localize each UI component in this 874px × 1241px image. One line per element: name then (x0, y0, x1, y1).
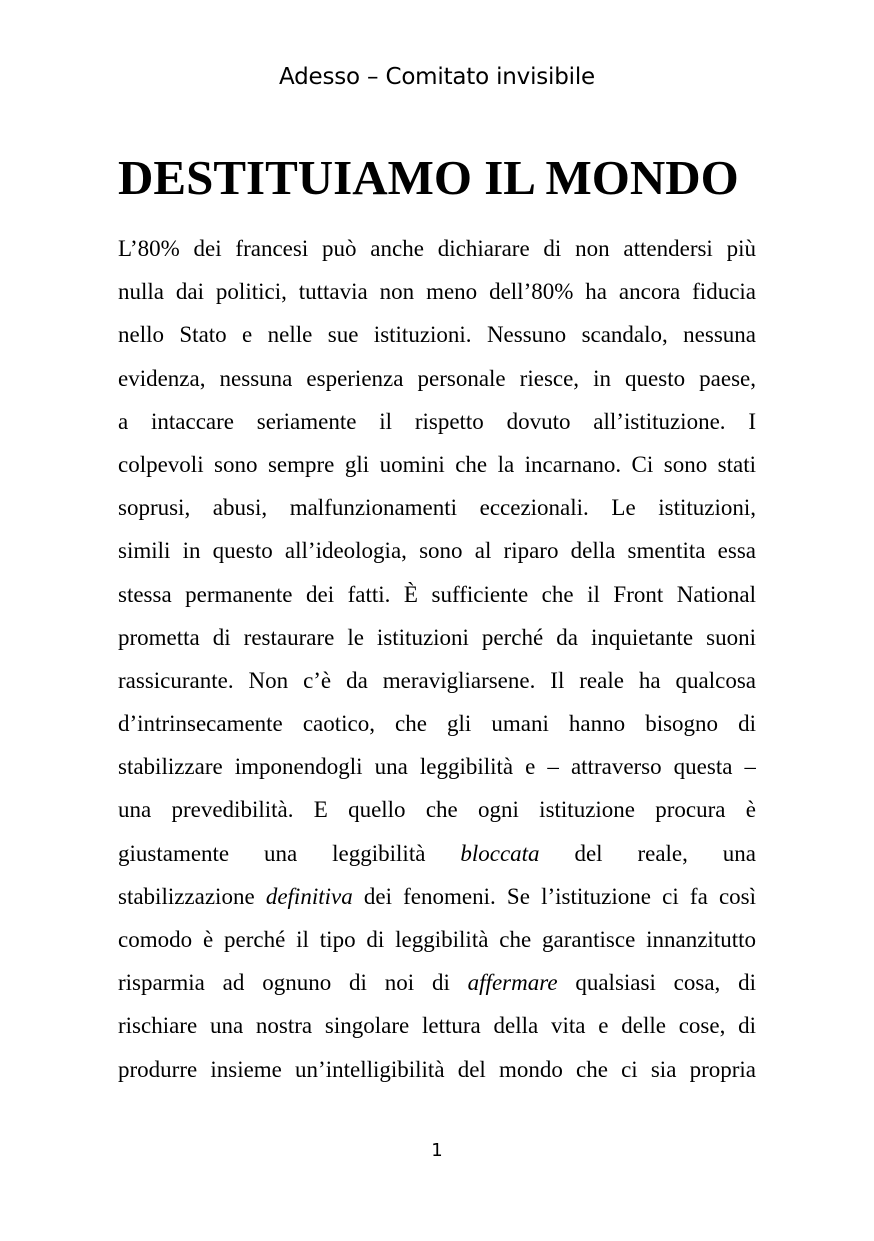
italic-emphasis: bloccata (460, 840, 540, 866)
text-run: del reale, una (539, 840, 756, 866)
chapter-title: DESTITUIAMO IL MONDO (118, 150, 739, 205)
text-line: una prevedibilità. E quello che ogni istituzione procura è (118, 797, 756, 823)
text-line: nello Stato e nelle sue istituzioni. Nessuno scandalo, nessuna (118, 322, 756, 348)
text-line: evidenza, nessuna esperienza personale riesce, in questo paese, (118, 365, 756, 391)
text-line: stabilizzare imponendogli una leggibilità e – attraverso questa – (118, 754, 756, 780)
text-line: rischiare una nostra singolare lettura della vita e delle cose, di (118, 1013, 756, 1039)
text-line (118, 875, 756, 918)
text-line: rassicurante. Non c’è da meravigliarsene. Il reale ha qualcosa (118, 667, 756, 693)
text-line: simili in questo all’ideologia, sono al riparo della smentita essa (118, 538, 756, 564)
text-line: comodo è perché il tipo di leggibilità che garantisce innanzitutto (118, 927, 756, 952)
text-run: giustamente una leggibilità (118, 840, 461, 866)
text-run: stabilizzazione (118, 883, 266, 909)
page-number: 1 (431, 1140, 443, 1161)
text-run: qualsiasi cosa, di (557, 970, 756, 996)
text-line: soprusi, abusi, malfunzionamenti eccezionali. Le istituzioni, (118, 495, 756, 521)
text-line: a intaccare seriamente il rispetto dovuto all’istituzione. I (118, 408, 756, 434)
text-line (118, 961, 756, 1004)
italic-emphasis: affermare (467, 970, 558, 996)
text-run: dei fenomeni. Se l’istituzione ci fa così (352, 883, 756, 909)
body-text (118, 227, 756, 1091)
text-line: stessa permanente dei fatti. È sufficiente che il Front National (118, 581, 756, 607)
text-line: prometta di restaurare le istituzioni perché da inquietante suoni (118, 624, 756, 650)
text-line: produrre insieme un’intelligibilità del mondo che ci sia propria (118, 1056, 756, 1082)
running-header: Adesso – Comitato invisibile (279, 64, 595, 90)
text-line: d’intrinsecamente caotico, che gli umani hanno bisogno di (118, 711, 756, 737)
text-line: L’80% dei francesi può anche dichiarare di non attendersi più (118, 236, 756, 261)
text-line (118, 832, 756, 875)
text-line: nulla dai politici, tuttavia non meno dell’80% ha ancora fiducia (118, 279, 756, 305)
italic-emphasis: definitiva (265, 883, 353, 909)
text-run: risparmia ad ognuno di noi di (118, 970, 468, 996)
text-line: colpevoli sono sempre gli uomini che la incarnano. Ci sono stati (118, 451, 756, 477)
